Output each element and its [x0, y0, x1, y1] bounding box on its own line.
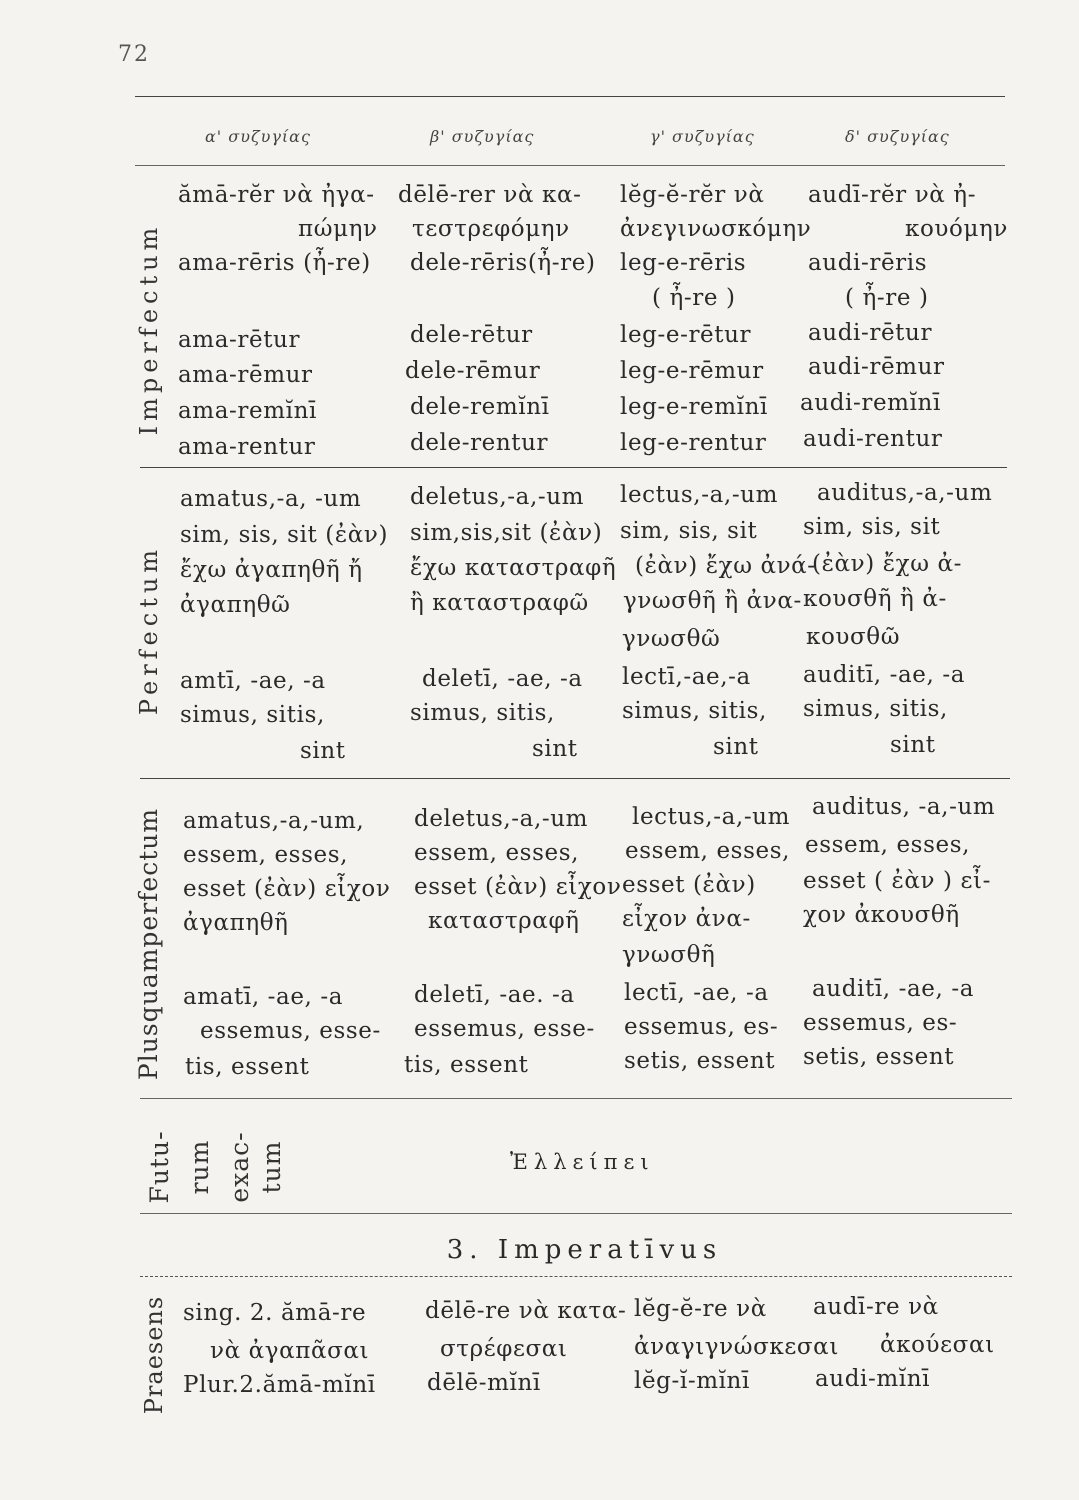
praes-r3-c1: Plur.2.ămā-mĭnī: [183, 1372, 376, 1398]
plusq-r2-c4: essem, esses,: [805, 832, 971, 858]
futurum-label-line-2: rum: [185, 1139, 214, 1195]
plusq-r4-c2: καταστραφῆ: [428, 908, 580, 934]
imperf-r1-c4: audī-rĕr νὰ ἠ-: [808, 182, 977, 208]
perf-r4-c3: γνωσθῆ ἢ ἀνα-: [623, 588, 802, 614]
praes-r3-c4: audi-mĭnī: [815, 1366, 931, 1392]
imperf-r3-c1: ama-rēris (ἦ-re): [178, 250, 371, 276]
plusq-r8-c4: setis, essent: [803, 1044, 955, 1070]
perf-r7-c2: simus, sitis,: [410, 700, 555, 726]
imperf-r5-c1: ama-rētur: [178, 327, 301, 353]
perf-r1-c4: auditus,-a,-um: [817, 480, 993, 506]
perf-r3-c4: (ἐὰν) ἔχω ἀ-: [812, 551, 962, 577]
section-label-imperfectum: Imperfectum: [135, 222, 163, 436]
header-col-1: α' συζυγίας: [205, 127, 311, 146]
plusq-r3-c2: esset (ἐὰν) εἶχον: [414, 874, 622, 900]
imperf-r2-c3: ἀνεγινωσκόμην: [620, 216, 812, 242]
plusq-r4-c4: χον ἀκουσθῆ: [803, 902, 960, 928]
praes-r2-c2: στρέφεσαι: [440, 1336, 568, 1362]
perf-r3-c2: ἔχω καταστραφῆ: [410, 555, 617, 581]
futurum-label-line-3: exac-: [225, 1131, 254, 1203]
imperf-r8-c2: dele-rentur: [410, 430, 549, 456]
imperf-r6-c4: audi-rēmur: [808, 354, 945, 380]
header-col-4: δ' συζυγίας: [845, 127, 950, 146]
plusq-r7-c3: essemus, es-: [624, 1014, 779, 1040]
perf-r4-c1: ἀγαπηθῶ: [180, 592, 291, 618]
page-number: 72: [118, 42, 150, 67]
plusq-r1-c3: lectus,-a,-um: [632, 804, 791, 830]
plusq-r5-c3: γνωσθῆ: [622, 942, 716, 968]
imperf-r5-c2: dele-rētur: [410, 322, 533, 348]
perf-r3-c3: (ἐὰν) ἔχω ἀνά-: [635, 553, 816, 579]
futurum-missing-text: Ἐλλείπει: [510, 1150, 655, 1174]
plusq-r7-c1: essemus, esse-: [200, 1018, 381, 1044]
perf-r7-c4: simus, sitis,: [803, 696, 948, 722]
top-rule: [135, 96, 1005, 97]
plusq-r6-c2: deletī, -ae. -a: [414, 982, 575, 1008]
plusq-r2-c1: essem, esses,: [183, 842, 349, 868]
perf-r5-c4: κουσθῶ: [806, 624, 901, 650]
perf-r4-c4: κουσθῆ ἢ ἀ-: [803, 586, 947, 612]
header-col-2: β' συζυγίας: [430, 127, 535, 146]
imperf-r2-c2: τεστρεφόμην: [412, 216, 570, 242]
plusq-r3-c3: esset (ἐὰν): [622, 872, 756, 898]
imperf-r3-c2: dele-rēris(ἦ-re): [410, 250, 596, 276]
praes-r1-c3: lĕg-ĕ-re νὰ: [634, 1296, 767, 1322]
plusq-r7-c2: essemus, esse-: [414, 1016, 595, 1042]
imperf-r5-c4: audi-rētur: [808, 320, 933, 346]
plusq-r1-c4: auditus, -a,-um: [812, 794, 996, 820]
imperf-r5-c3: leg-e-rētur: [620, 322, 752, 348]
imperf-r6-c3: leg-e-rēmur: [620, 358, 764, 384]
praes-r1-c4: audī-re νὰ: [813, 1294, 939, 1320]
header-col-3: γ' συζυγίας: [650, 127, 755, 146]
plusq-r6-c4: auditī, -ae, -a: [812, 976, 975, 1002]
perf-r7-c1: simus, sitis,: [180, 702, 325, 728]
perf-r8-c1: sint: [300, 738, 346, 764]
praes-r1-c1: sing. 2. ămā-re: [183, 1300, 367, 1326]
rule-futurum: [140, 1213, 1012, 1214]
section-label-perfectum: Perfectum: [135, 544, 163, 716]
plusq-r6-c3: lectī, -ae, -a: [624, 980, 769, 1006]
perf-r2-c2: sim,sis,sit (ἐὰν): [410, 520, 603, 546]
rule-imperativus: [140, 1276, 1012, 1277]
imperf-r1-c2: dēlē-rer νὰ κα-: [398, 182, 582, 208]
plusq-r2-c2: essem, esses,: [414, 840, 580, 866]
plusq-r6-c1: amatī, -ae, -a: [183, 984, 344, 1010]
imperf-r2-c4: κουόμην: [905, 216, 1008, 242]
imperf-r4-c3: ( ἦ-re ): [652, 285, 736, 311]
plusq-r4-c1: ἀγαπηθῆ: [183, 910, 289, 936]
rule-perfectum: [140, 778, 1010, 779]
imperf-r7-c2: dele-remĭnī: [410, 394, 550, 420]
imperf-r4-c4: ( ἦ-re ): [845, 285, 929, 311]
imperf-r8-c4: audi-rentur: [803, 426, 943, 452]
imperf-r7-c3: leg-e-remĭnī: [620, 394, 768, 420]
section-label-plusquamperfectum: Plusquamperfectum: [134, 807, 163, 1081]
imperf-r8-c1: ama-rentur: [178, 434, 316, 460]
plusq-r3-c1: esset (ἐὰν) εἶχον: [183, 876, 391, 902]
perf-r8-c4: sint: [890, 732, 936, 758]
plusq-r8-c3: setis, essent: [624, 1048, 776, 1074]
praes-r2-c3: ἀναγιγνώσκεσαι: [634, 1334, 839, 1360]
perf-r1-c3: lectus,-a,-um: [620, 482, 779, 508]
plusq-r1-c2: deletus,-a,-um: [414, 806, 589, 832]
futurum-label-line-1: Futu-: [145, 1130, 174, 1204]
plusq-r7-c4: essemus, es-: [803, 1010, 958, 1036]
perf-r2-c3: sim, sis, sit: [620, 518, 758, 544]
perf-r2-c4: sim, sis, sit: [803, 514, 941, 540]
imperf-r7-c1: ama-remĭnī: [178, 398, 317, 424]
perf-r6-c4: auditī, -ae, -a: [803, 662, 966, 688]
section-label-praesens: Praesens: [140, 1295, 168, 1415]
rule-imperfectum: [140, 467, 1007, 468]
praes-r2-c4: ἀκούεσαι: [880, 1332, 995, 1358]
imperf-r6-c2: dele-rēmur: [405, 358, 541, 384]
plusq-r8-c1: tis, essent: [185, 1054, 310, 1080]
imperativus-title: 3. Imperatīvus: [446, 1235, 723, 1265]
praes-r3-c2: dēlē-mĭnī: [427, 1370, 541, 1396]
imperf-r7-c4: audi-remĭnī: [800, 390, 941, 416]
perf-r3-c1: ἔχω ἀγαπηθῆ ἤ: [180, 557, 363, 583]
plusq-r4-c3: εἶχον ἀνα-: [622, 906, 751, 932]
header-rule: [135, 165, 1005, 166]
praes-r1-c2: dēlē-re νὰ κατα-: [425, 1298, 627, 1324]
perf-r4-c2: ἢ καταστραφῶ: [410, 590, 589, 616]
perf-r7-c3: simus, sitis,: [622, 698, 767, 724]
perf-r1-c2: deletus,-a,-um: [410, 484, 585, 510]
imperf-r3-c3: leg-e-rēris: [620, 250, 747, 276]
perf-r5-c3: γνωσθῶ: [622, 626, 721, 652]
rule-plusquamperfectum: [140, 1098, 1012, 1099]
perf-r2-c1: sim, sis, sit (ἐὰν): [180, 522, 389, 548]
imperf-r2-c1: πώμην: [298, 216, 378, 242]
plusq-r2-c3: essem, esses,: [625, 838, 791, 864]
futurum-label-line-4: tum: [257, 1140, 286, 1194]
perf-r8-c3: sint: [713, 734, 759, 760]
imperf-r8-c3: leg-e-rentur: [620, 430, 767, 456]
perf-r6-c1: amtī, -ae, -a: [180, 668, 326, 694]
imperf-r1-c1: ămā-rĕr νὰ ἠγα-: [178, 182, 375, 208]
praes-r2-c1: νὰ ἀγαπᾶσαι: [210, 1338, 370, 1364]
praes-r3-c3: lĕg-ĭ-mĭnī: [634, 1368, 750, 1394]
imperf-r6-c1: ama-rēmur: [178, 362, 313, 388]
perf-r6-c2: deletī, -ae, -a: [422, 666, 583, 692]
perf-r8-c2: sint: [532, 736, 578, 762]
perf-r1-c1: amatus,-a, -um: [180, 486, 362, 512]
plusq-r8-c2: tis, essent: [404, 1052, 529, 1078]
imperf-r1-c3: lĕg-ĕ-rĕr νὰ: [620, 182, 765, 208]
plusq-r1-c1: amatus,-a,-um,: [183, 808, 365, 834]
perf-r6-c3: lectī,-ae,-a: [622, 664, 751, 690]
imperf-r3-c4: audi-rēris: [808, 250, 928, 276]
plusq-r3-c4: esset ( ἐὰν ) εἶ-: [803, 868, 992, 894]
